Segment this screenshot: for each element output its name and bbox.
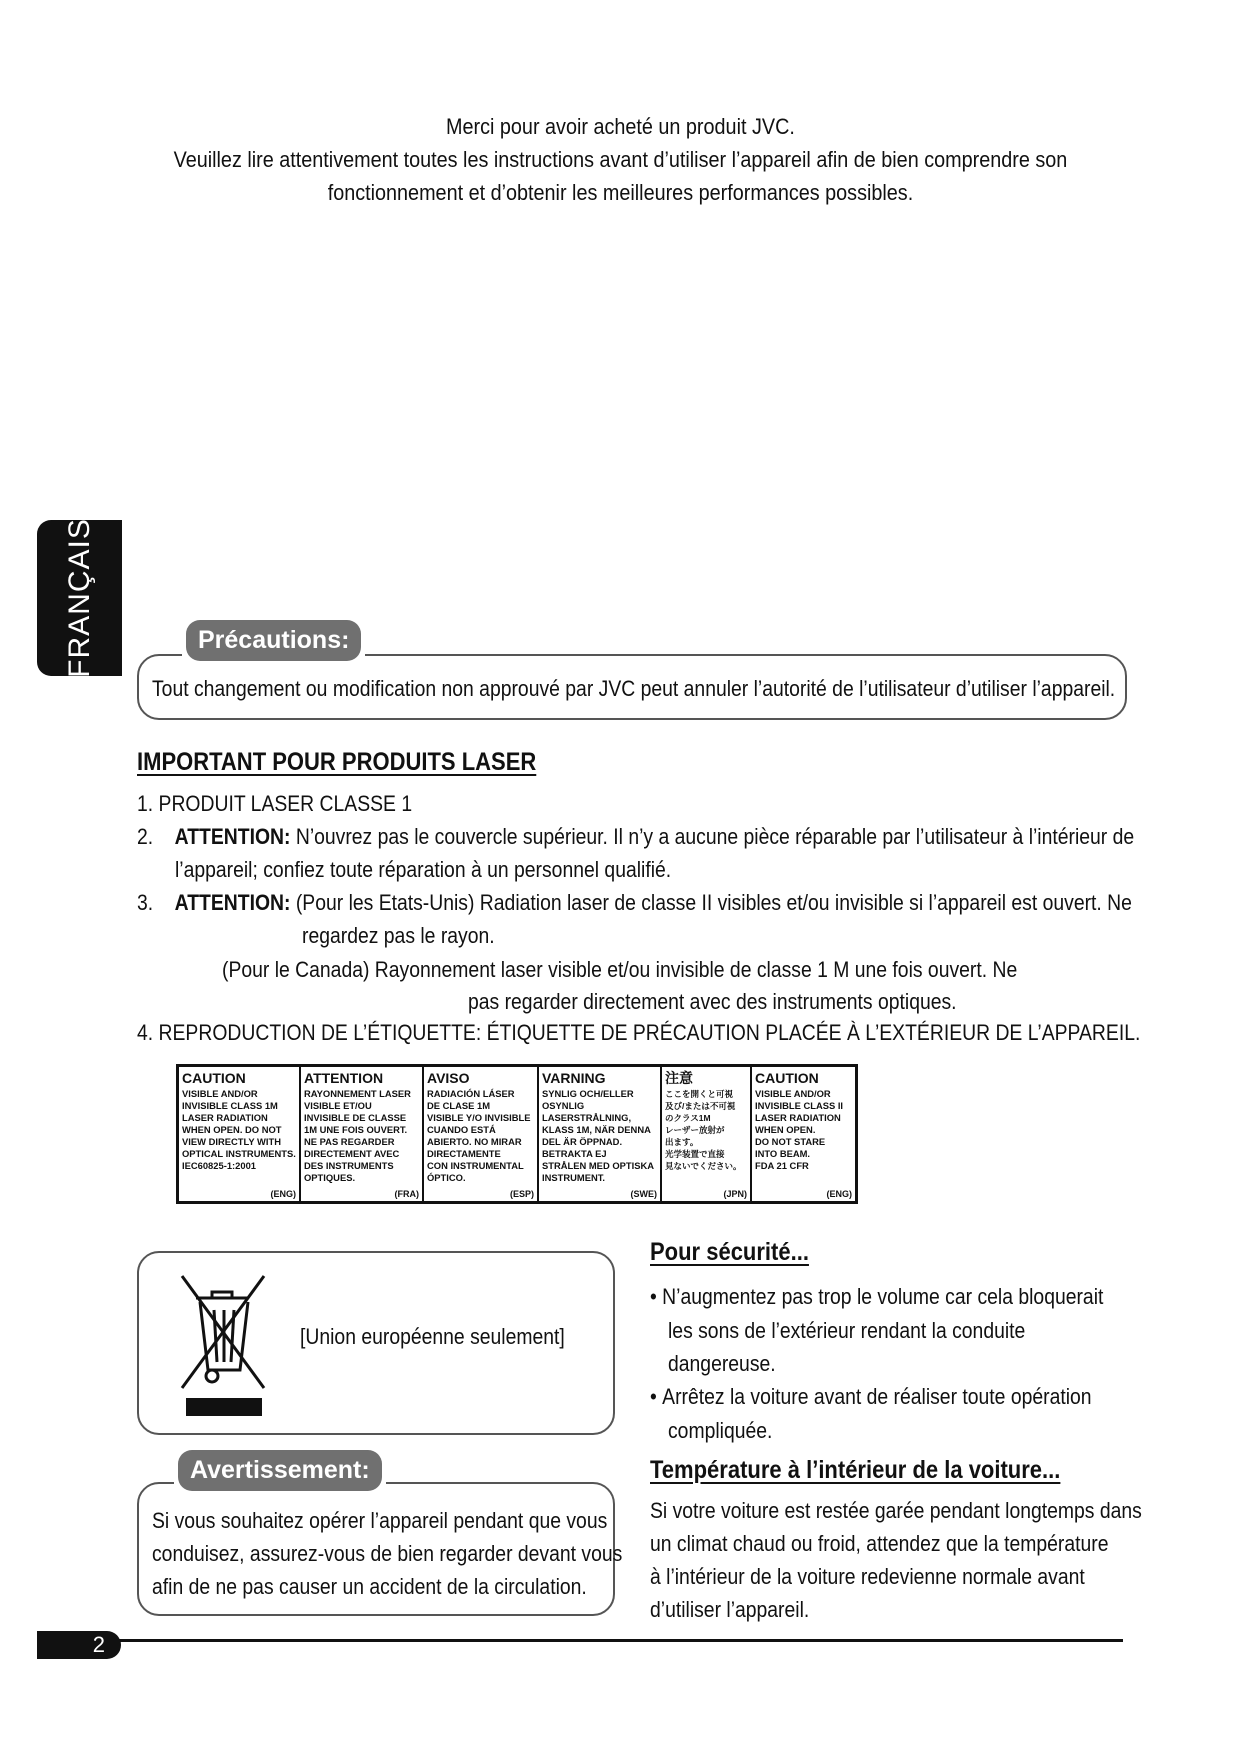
bullet-dot-icon: • bbox=[650, 1284, 663, 1309]
laser-item-2 bbox=[137, 820, 1134, 853]
caution-label-esp-body: RADIACIÓN LÁSER DE CLASE 1M VISIBLE Y/O INVISIBLE CUANDO ESTÁ ABIERTO. NO MIRAR DIRECTAMENTE CON INSTRUMENTAL ÓPTICO. bbox=[427, 1088, 531, 1183]
precautions-title-wrap bbox=[182, 620, 365, 661]
securite-bullet-2 bbox=[650, 1380, 1092, 1413]
intro-line-3: fonctionnement et d’obtenir les meilleures performances possibles. bbox=[327, 180, 914, 205]
language-tab bbox=[37, 520, 122, 676]
caution-label-eng bbox=[179, 1067, 301, 1201]
caution-label-esp-head: AVISO bbox=[427, 1070, 470, 1086]
language-tab-label: FRANÇAIS bbox=[62, 518, 96, 678]
securite-bullet-2-line-1: Arrêtez la voiture avant de réaliser toute opération bbox=[662, 1384, 1092, 1409]
caution-label-jpn-head: 注意 bbox=[665, 1070, 693, 1086]
caution-label-image bbox=[176, 1064, 858, 1204]
page-number: 2 bbox=[37, 1631, 121, 1659]
crossed-bin-icon bbox=[178, 1270, 270, 1420]
securite-bullet-1 bbox=[650, 1280, 1103, 1313]
eu-disposal-text: [Union européenne seulement] bbox=[300, 1324, 565, 1349]
laser-item-1: 1. PRODUIT LASER CLASSE 1 bbox=[137, 791, 413, 816]
caution-label-fra-code: (FRA) bbox=[394, 1189, 419, 1199]
intro-line-1: Merci pour avoir acheté un produit JVC. bbox=[446, 114, 795, 139]
caution-label-esp bbox=[424, 1067, 539, 1201]
avertissement-line-2: conduisez, assurez-vous de bien regarder devant vous bbox=[152, 1541, 623, 1566]
laser-item-2-text: N’ouvrez pas le couvercle supérieur. Il n’y a aucune pièce réparable par l’utilisateur à l’intérieur de bbox=[290, 824, 1135, 849]
laser-item-2-number: 2. bbox=[137, 824, 154, 849]
laser-item-3-canada-cont: pas regarder directement avec des instruments optiques. bbox=[468, 989, 957, 1014]
laser-item-3 bbox=[137, 886, 1132, 919]
temperature-line-1: Si votre voiture est restée garée pendant longtemps dans bbox=[650, 1498, 1142, 1523]
caution-label-fra bbox=[301, 1067, 424, 1201]
temperature-line-4: d’utiliser l’appareil. bbox=[650, 1597, 810, 1622]
caution-label-eng-body: VISIBLE AND/OR INVISIBLE CLASS 1M LASER RADIATION WHEN OPEN. DO NOT VIEW DIRECTLY WITH OPTICAL INSTRUMENTS. IEC60825-1:2001 bbox=[182, 1088, 296, 1171]
securite-bullet-1-line-2: les sons de l’extérieur rendant la conduite bbox=[668, 1318, 1026, 1343]
precautions-title: Précautions: bbox=[186, 620, 361, 661]
securite-heading: Pour sécurité... bbox=[650, 1238, 809, 1266]
caution-label-eng-us-code: (ENG) bbox=[826, 1189, 852, 1199]
securite-bullet-1-line-3: dangereuse. bbox=[668, 1351, 776, 1376]
laser-heading: IMPORTANT POUR PRODUITS LASER bbox=[137, 748, 537, 776]
securite-bullet-1-line-1: N’augmentez pas trop le volume car cela bloquerait bbox=[662, 1284, 1104, 1309]
precautions-text: Tout changement ou modification non approuvé par JVC peut annuler l’autorité de l’utilisateur d’utiliser l’appareil. bbox=[152, 676, 1116, 701]
laser-item-4: 4. REPRODUCTION DE L’ÉTIQUETTE: ÉTIQUETTE DE PRÉCAUTION PLACÉE À L’EXTÉRIEUR DE L’APPAREIL. bbox=[137, 1020, 1141, 1045]
intro-line-2: Veuillez lire attentivement toutes les instructions avant d’utiliser l’appareil afin de bien comprendre son bbox=[173, 147, 1068, 172]
temperature-heading: Température à l’intérieur de la voiture... bbox=[650, 1456, 1061, 1484]
laser-item-3-cont: regardez pas le rayon. bbox=[302, 923, 495, 948]
laser-item-2-cont: l’appareil; confiez toute réparation à un personnel qualifié. bbox=[175, 857, 672, 882]
caution-label-swe bbox=[539, 1067, 662, 1201]
caution-label-swe-head: VARNING bbox=[542, 1070, 606, 1086]
caution-label-jpn bbox=[662, 1067, 752, 1201]
laser-item-3-attention: ATTENTION: bbox=[174, 890, 291, 915]
caution-label-eng-us-head: CAUTION bbox=[755, 1070, 819, 1086]
bullet-dot-icon: • bbox=[650, 1384, 663, 1409]
securite-bullet-2-line-2: compliquée. bbox=[668, 1418, 773, 1443]
intro-text bbox=[62, 110, 1179, 209]
laser-item-3-canada: (Pour le Canada) Rayonnement laser visible et/ou invisible de classe 1 M une fois ouvert. Ne bbox=[222, 957, 1018, 982]
caution-label-eng-us-body: VISIBLE AND/OR INVISIBLE CLASS II LASER RADIATION WHEN OPEN. DO NOT STARE INTO BEAM. FDA 21 CFR bbox=[755, 1088, 844, 1171]
caution-label-eng-head: CAUTION bbox=[182, 1070, 246, 1086]
caution-label-fra-head: ATTENTION bbox=[304, 1070, 384, 1086]
avertissement-line-1: Si vous souhaitez opérer l’appareil pendant que vous bbox=[152, 1508, 608, 1533]
avertissement-line-3: afin de ne pas causer un accident de la circulation. bbox=[152, 1574, 587, 1599]
caution-label-jpn-code: (JPN) bbox=[723, 1189, 747, 1199]
caution-label-swe-code: (SWE) bbox=[630, 1189, 657, 1199]
laser-item-2-attention: ATTENTION: bbox=[174, 824, 291, 849]
caution-label-esp-code: (ESP) bbox=[509, 1189, 534, 1199]
temperature-line-3: à l’intérieur de la voiture redevienne normale avant bbox=[650, 1564, 1085, 1589]
laser-item-3-text: (Pour les Etats-Unis) Radiation laser de classe II visibles et/ou invisible si l’appareil est ouvert. Ne bbox=[290, 890, 1132, 915]
laser-item-3-number: 3. bbox=[137, 890, 154, 915]
footer-rule bbox=[37, 1639, 1123, 1642]
caution-label-fra-body: RAYONNEMENT LASER VISIBLE ET/OU INVISIBLE DE CLASSE 1M UNE FOIS OUVERT. NE PAS REGARDER DIRECTEMENT AVEC DES INSTRUMENTS OPTIQUES. bbox=[304, 1088, 411, 1183]
temperature-line-2: un climat chaud ou froid, attendez que la température bbox=[650, 1531, 1109, 1556]
caution-label-jpn-body: ここを開くと可視 及び/または不可視 のクラス1M レーザー放射が 出ます。 光学装置で直接 見ないでください。 bbox=[665, 1089, 742, 1171]
caution-label-eng-us bbox=[752, 1067, 855, 1201]
caution-label-eng-code: (ENG) bbox=[270, 1189, 296, 1199]
avertissement-title-wrap bbox=[174, 1450, 386, 1491]
caution-label-swe-body: SYNLIG OCH/ELLER OSYNLIG LASERSTRÅLNING, KLASS 1M, NÄR DENNA DEL ÄR ÖPPNAD. BETRAKTA EJ STRÅLEN MED OPTISKA INSTRUMENT. bbox=[542, 1088, 654, 1183]
avertissement-title: Avertissement: bbox=[178, 1450, 382, 1491]
